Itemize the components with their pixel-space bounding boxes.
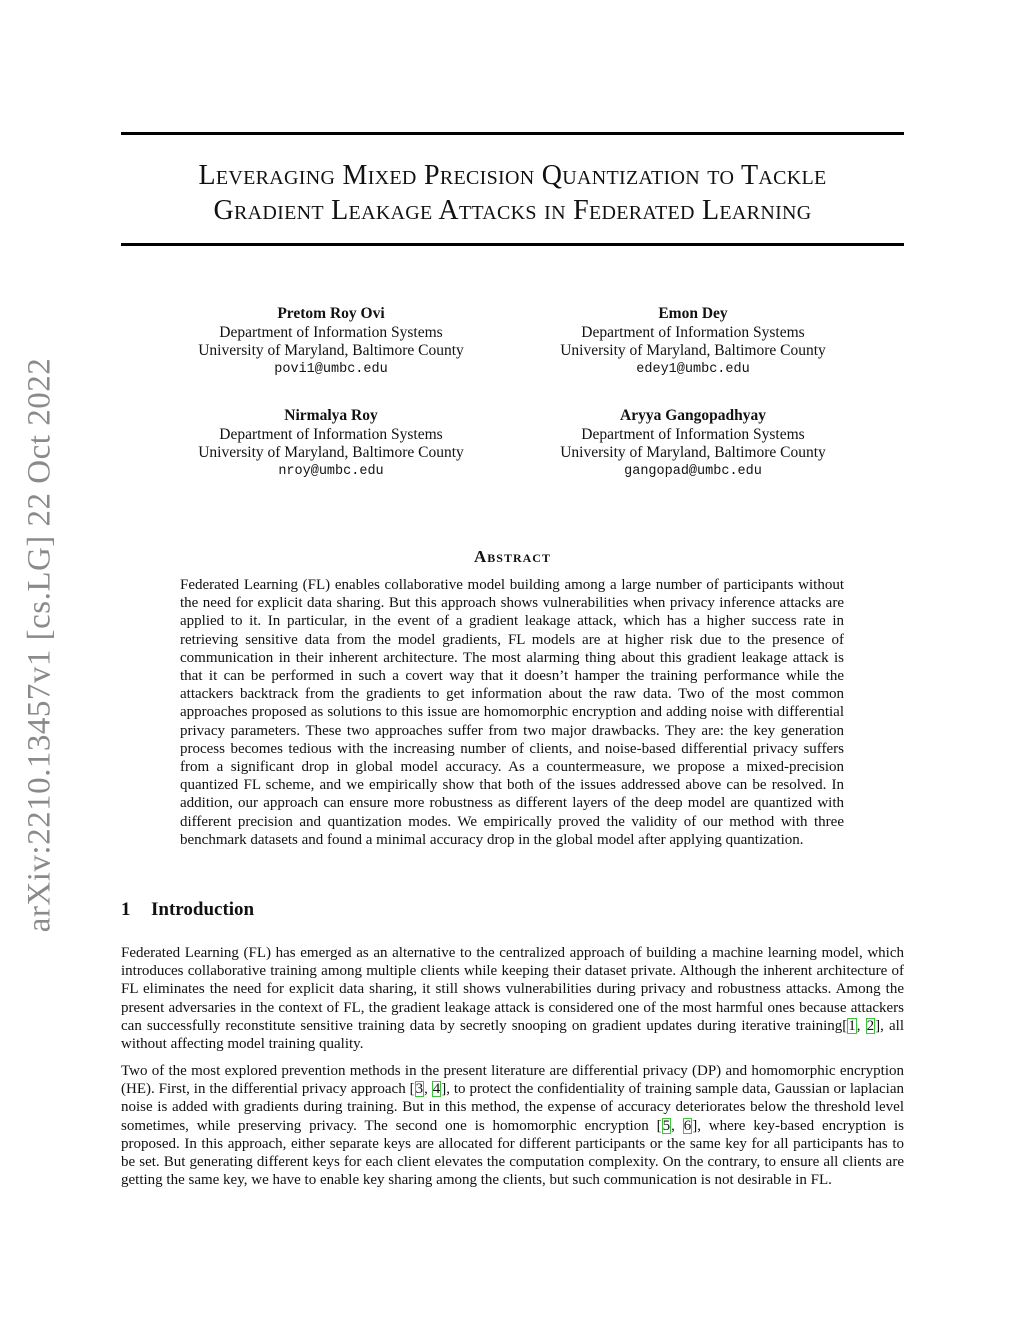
section-number: 1: [121, 899, 131, 920]
author-block-4: [528, 407, 858, 481]
author-name: Nirmalya Roy: [284, 407, 378, 424]
citation-separator: ,: [671, 1117, 683, 1134]
author-name: Pretom Roy Ovi: [277, 305, 385, 322]
citation-separator: ,: [424, 1081, 432, 1098]
intro-paragraph-1: [121, 944, 904, 1053]
author-affiliation: University of Maryland, Baltimore County: [560, 444, 826, 461]
title-line-1: Leveraging Mixed Precision Quantization to Tackle: [198, 160, 827, 191]
section-title: Introduction: [151, 899, 255, 920]
author-email[interactable]: edey1@umbc.edu: [636, 361, 750, 377]
author-email[interactable]: gangopad@umbc.edu: [624, 463, 762, 479]
author-email[interactable]: nroy@umbc.edu: [278, 463, 384, 479]
intro-paragraph-2: [121, 1062, 904, 1189]
paper-title: [121, 158, 904, 228]
author-email[interactable]: povi1@umbc.edu: [274, 361, 388, 377]
title-line-2: Gradient Leakage Attacks in Federated Learning: [213, 195, 812, 226]
abstract-heading: Abstract: [474, 547, 551, 566]
author-affiliation: University of Maryland, Baltimore County: [560, 342, 826, 359]
paragraph-text: ], where key-based encryption is proposed. In this approach, either separate keys are allocated for different participants or the same key for all participants has to be set. But generating different keys for each client elevates the computation complexity. On the contrary, to ensure all clients are getting the same key, we have to enable key sharing among the clients, but such communication is not desirable in FL.: [121, 1117, 904, 1189]
author-affiliation: University of Maryland, Baltimore County: [198, 444, 464, 461]
citation-link[interactable]: 3: [415, 1081, 424, 1098]
paragraph-text: ], all without affecting model training quality.: [121, 1017, 904, 1053]
citation-link[interactable]: 4: [432, 1081, 441, 1098]
author-department: Department of Information Systems: [219, 323, 443, 341]
author-affiliation: University of Maryland, Baltimore County: [198, 342, 464, 359]
author-name: Emon Dey: [658, 305, 728, 322]
author-department: Department of Information Systems: [581, 425, 805, 443]
author-name: Aryya Gangopadhyay: [620, 407, 766, 424]
section-heading: [121, 899, 254, 921]
citation-link[interactable]: 2: [866, 1017, 875, 1034]
abstract-text: Federated Learning (FL) enables collaborative model building among a large number of participants without the need for explicit data sharing. But this approach shows vulnerabilities when privacy inference attacks are applied to it. In particular, in the event of a gradient leakage attack, which has a higher success rate in retrieving sensitive data from the model gradients, FL models are at higher risk due to the presence of communication in their inherent architecture. The most alarming thing about this gradient leakage attack is that it can be performed in such a covert way that it doesn’t hamper the training performance while the attackers backtrack from the gradients to get information about the raw data. Two of the most common approaches proposed as solutions to this issue are homomorphic encryption and adding noise with differential privacy parameters. These two approaches suffer from two major drawbacks. They are: the key generation process becomes tedious with the increasing number of clients, and noise-based differential privacy suffers from a significant drop in global model accuracy. As a countermeasure, we propose a mixed-precision quantized FL scheme, and we empirically show that both of the issues addressed above can be resolved. In addition, our approach can ensure more robustness as different layers of the deep model are quantized with different precision and quantization modes. We empirically proved the validity of our method with three benchmark datasets and found a minimal accuracy drop in the global model after applying quantization.: [180, 577, 844, 848]
title-rule-bottom: [121, 243, 904, 246]
author-block-1: [166, 305, 496, 379]
author-department: Department of Information Systems: [219, 425, 443, 443]
citation-link[interactable]: 1: [848, 1017, 856, 1034]
citation-link[interactable]: 5: [662, 1117, 671, 1134]
citation-link[interactable]: 6: [683, 1117, 692, 1134]
author-block-3: [166, 407, 496, 481]
author-block-2: [528, 305, 858, 379]
paragraph-text: Two of the most explored prevention methods in the present literature are differential privacy (DP) and homomorphic encryption (HE). First, in the differential privacy approach [: [121, 1063, 904, 1098]
author-department: Department of Information Systems: [581, 323, 805, 341]
arxiv-stamp: arXiv:2210.13457v1 [cs.LG] 22 Oct 2022: [21, 357, 58, 933]
citation-separator: ,: [856, 1017, 866, 1034]
paragraph-text: Federated Learning (FL) has emerged as an alternative to the centralized approach of building a machine learning model, which introduces collaborative training among multiple clients while keeping their dataset private. Although the inherent architecture of FL eliminates the need for explicit data sharing, it still shows vulnerabilities during privacy and robustness attacks. Among the present adversaries in the context of FL, the gradient leakage attack is considered one of the most harmful ones because attackers can successfully reconstitute sensitive training data by secretly snooping on gradient updates during iterative training[: [121, 945, 904, 1034]
paragraph-text: ], to protect the confidentiality of training sample data, Gaussian or laplacian noise is added with gradients during training. But in this method, the expense of accuracy deteriorates below the threshold level sometimes, while preserving privacy. The second one is homomorphic encryption [: [121, 1081, 904, 1134]
title-rule-top: [121, 132, 904, 135]
